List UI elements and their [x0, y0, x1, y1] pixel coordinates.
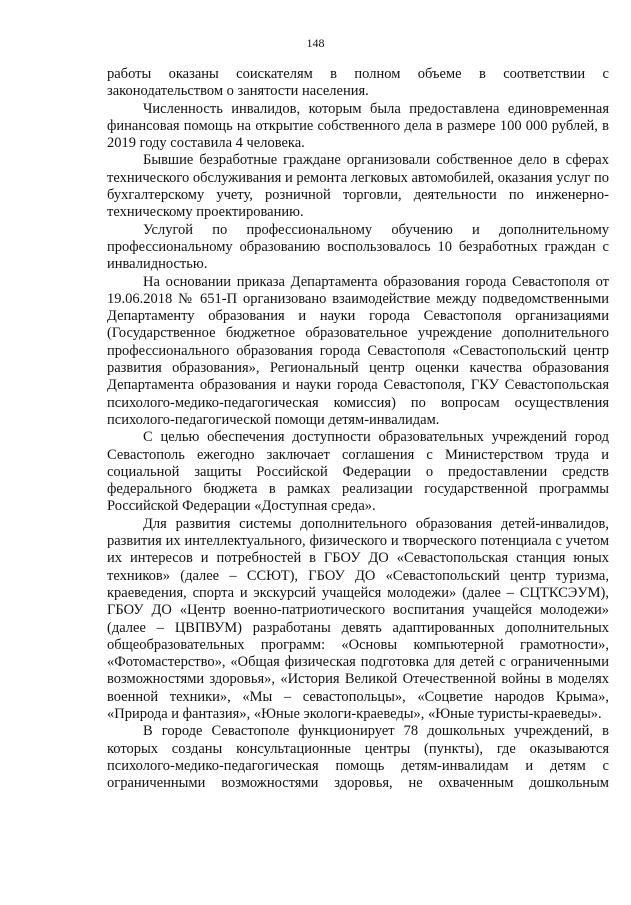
paragraph-continuation: работы оказаны соискателям в полном объеме в соответствии с законодательством о занятости населения.: [107, 66, 609, 100]
page-number: 148: [306, 36, 325, 50]
paragraph-department-order: На основании приказа Департамента образования города Севастополя от 19.06.2018 № 651-П организовано взаимодействие между подведомственными Департаменту образования и науки города Севастополя организациями (Государственное бюджетное образовательное учреждение дополнительного профессионального образования города Севастополя «Севастопольский центр развития образования», Региональный центр оценки качества образования Департамента образования и науки города Севастополя, ГКУ Севастопольская психолого-медико-педагогическая комиссия) по вопросам осуществления психолого-педагогической помощи детям-инвалидам.: [107, 273, 609, 428]
paragraph-business-spheres: Бывшие безработные граждане организовали собственное дело в сферах технического обслуживания и ремонта легковых автомобилей, оказания услуг по бухгалтерскому учету, розничной торговли, деятельности по инженерно-техническому проектированию.: [107, 152, 609, 221]
paragraph-preschool-centers: В городе Севастополе функционирует 78 дошкольных учреждений, в которых созданы консультационные центры (пункты), где оказываются психолого-медико-педагогическая помощь детям-инвалидам и детям с ограниченными возможностями здоровья, не охваченным дошкольным: [107, 723, 609, 792]
paragraph-vocational-training: Услугой по профессиональному обучению и дополнительному профессиональному образованию воспользовалось 10 безработных граждан с инвалидностью.: [107, 221, 609, 273]
body-text: [107, 66, 609, 792]
paragraph-additional-education: Для развития системы дополнительного образования детей-инвалидов, развития их интеллектуального, физического и творческого потенциала с учетом их интересов и потребностей в ГБОУ ДО «Севастопольская станция юных техников» (далее – ССЮТ), ГБОУ ДО «Севастопольский центр туризма, краеведения, спорта и экскурсий учащейся молодежи» (далее – СЦТКСЭУМ), ГБОУ ДО «Центр военно-патриотического воспитания учащейся молодежи» (далее – ЦВПВУМ) разработаны девять адаптированных дополнительных общеобразовательных программ: «Основы компьютерной грамотности», «Фотомастерство», «Общая физическая подготовка для детей с ограниченными возможностями здоровья», «История Великой Отечественной войны в моделях военной техники», «Мы – севастопольцы», «Соцветие народов Крыма», «Природа и фантазия», «Юные экологи-краеведы», «Юные туристы-краеведы».: [107, 515, 609, 722]
paragraph-accessible-environment: С целью обеспечения доступности образовательных учреждений город Севастополь ежегодно заключает соглашения с Министерством труда и социальной защиты Российской Федерации о предоставлении средств федерального бюджета в рамках реализации государственной программы Российской Федерации «Доступная среда».: [107, 429, 609, 515]
paragraph-financial-aid: Численность инвалидов, которым была предоставлена единовременная финансовая помощь на открытие собственного дела в размере 100 000 рублей, в 2019 году составила 4 человека.: [107, 100, 609, 152]
